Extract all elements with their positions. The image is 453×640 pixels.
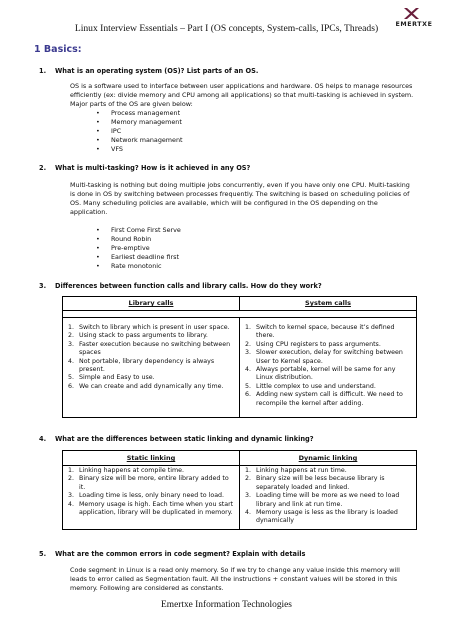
dynamic-linking-list	[240, 467, 416, 526]
scheduling-list	[96, 226, 181, 271]
list-item: 6. We can create and add dynamically any time.	[68, 382, 224, 390]
list-item: 5. Simple and Easy to use.	[68, 374, 155, 382]
table-header-row	[63, 451, 416, 466]
answer-1: OS is a software used to interface between user applications and hardware. OS helps to manage resources efficiently (ex: divide memory and CPU among all applications) so that multi-tasking is achieved in system. Major parts of the OS are given below:	[70, 82, 414, 108]
question-text: What is an operating system (OS)? List parts of an OS.	[55, 67, 259, 75]
list-item: • First Come First Serve	[96, 226, 181, 235]
list-item: 3. Loading time will be more as we need to load library and link at run time.	[245, 492, 400, 508]
library-calls-column	[63, 318, 240, 417]
static-linking-column	[63, 466, 240, 529]
question-text: What is multi-tasking? How is it achieved in any OS?	[55, 164, 251, 172]
list-item: • Rate monotonic	[96, 262, 181, 271]
list-item: 2. Binary size will be less because library is separately loaded and linked.	[245, 475, 385, 491]
list-item: • VFS	[96, 145, 183, 154]
table-body-row	[63, 466, 416, 529]
os-parts-list	[96, 109, 183, 154]
list-item: 2. Using CPU registers to pass arguments.	[245, 340, 381, 348]
system-calls-column	[240, 318, 416, 417]
answer-2: Multi-tasking is nothing but doing multiple jobs concurrently, even if you have only one CPU. Multi-tasking is done in OS by switching between processes frequently. The switching is based on scheduling policies of OS. Many scheduling policies are available, which will be configured in the OS depending on the application.	[70, 181, 410, 216]
question-3	[39, 282, 322, 290]
question-number: 4.	[39, 435, 47, 443]
list-item: 3. Faster execution because no switching between spaces	[68, 340, 231, 357]
question-number: 2.	[39, 164, 47, 172]
logo-x-icon	[403, 8, 419, 19]
list-item: 4. Memory usage is high. Each time when you start application, library will be duplicated in memory.	[68, 500, 234, 517]
list-item: 4. Not portable, library dependency is always present.	[68, 357, 215, 374]
question-text: What are the common errors in code segment? Explain with details	[55, 550, 306, 558]
question-number: 3.	[39, 282, 47, 290]
list-item: 1. Switch to kernel space, because it’s defined there.	[245, 324, 395, 340]
list-item: • Pre-emptive	[96, 244, 181, 253]
library-calls-list	[63, 324, 239, 391]
list-item: 3. Slower execution, delay for switching between User to Kernel space.	[245, 349, 403, 365]
column-header: Static linking	[126, 454, 176, 462]
list-item: • Round Robin	[96, 235, 181, 244]
list-item: 1. Linking happens at compile time.	[68, 467, 185, 474]
question-5	[39, 550, 306, 558]
system-calls-list	[240, 324, 416, 408]
section-title: 1 Basics:	[34, 44, 82, 55]
question-text: What are the differences between static linking and dynamic linking?	[55, 435, 314, 443]
question-1	[39, 67, 259, 75]
column-header: System calls	[305, 299, 351, 307]
list-item: 1. Switch to library which is present in user space.	[68, 324, 230, 331]
answer-5: Code segment in Linux is a read only memory. So if we try to change any value inside this memory will leads to error called as Segmentation fault. All the instructions + constant values will be stored in this memory. Following are considered as constants.	[70, 566, 400, 592]
question-number: 5.	[39, 550, 47, 558]
list-item: 5. Little complex to use and understand.	[245, 382, 376, 390]
static-linking-list	[63, 467, 239, 517]
column-header: Library calls	[128, 299, 174, 307]
list-item: • Memory management	[96, 118, 183, 127]
logo-text: EMERTXE	[395, 21, 433, 28]
list-item: 1. Linking happens at run time.	[245, 467, 347, 474]
list-item: • IPC	[96, 127, 183, 136]
list-item: 4. Memory usage is less as the library is loaded dynamically	[245, 509, 398, 525]
table-body-row	[63, 318, 416, 417]
page-footer: Emertxe Information Technologies	[161, 600, 292, 610]
table-header-row	[63, 297, 416, 311]
page-header: Linux Interview Essentials – Part I (OS concepts, System-calls, IPCs, Threads)	[74, 23, 379, 34]
question-text: Differences between function calls and library calls. How do they work?	[55, 282, 322, 290]
list-item: • Network management	[96, 136, 183, 145]
dynamic-linking-column	[240, 466, 416, 529]
question-number: 1.	[39, 67, 47, 75]
list-item: 2. Using stack to pass arguments to library.	[68, 332, 208, 340]
static-vs-dynamic-linking-table	[62, 450, 417, 530]
company-logo	[389, 8, 439, 32]
table-spacer-row	[63, 311, 416, 318]
list-item: 6. Adding new system call is difficult. We need to recompile the kernel after adding.	[245, 391, 403, 407]
library-vs-system-calls-table	[62, 296, 417, 418]
list-item: • Earliest deadline first	[96, 253, 181, 262]
list-item: • Process management	[96, 109, 183, 118]
question-2	[39, 164, 251, 172]
question-4	[39, 435, 314, 443]
list-item: 3. Loading time is less, only binary need to load.	[68, 492, 225, 500]
list-item: 2. Binary size will be more, entire library added to it.	[68, 475, 229, 491]
list-item: 4. Always portable, kernel will be same for any Linux distribution.	[245, 366, 396, 382]
column-header: Dynamic linking	[298, 454, 358, 462]
